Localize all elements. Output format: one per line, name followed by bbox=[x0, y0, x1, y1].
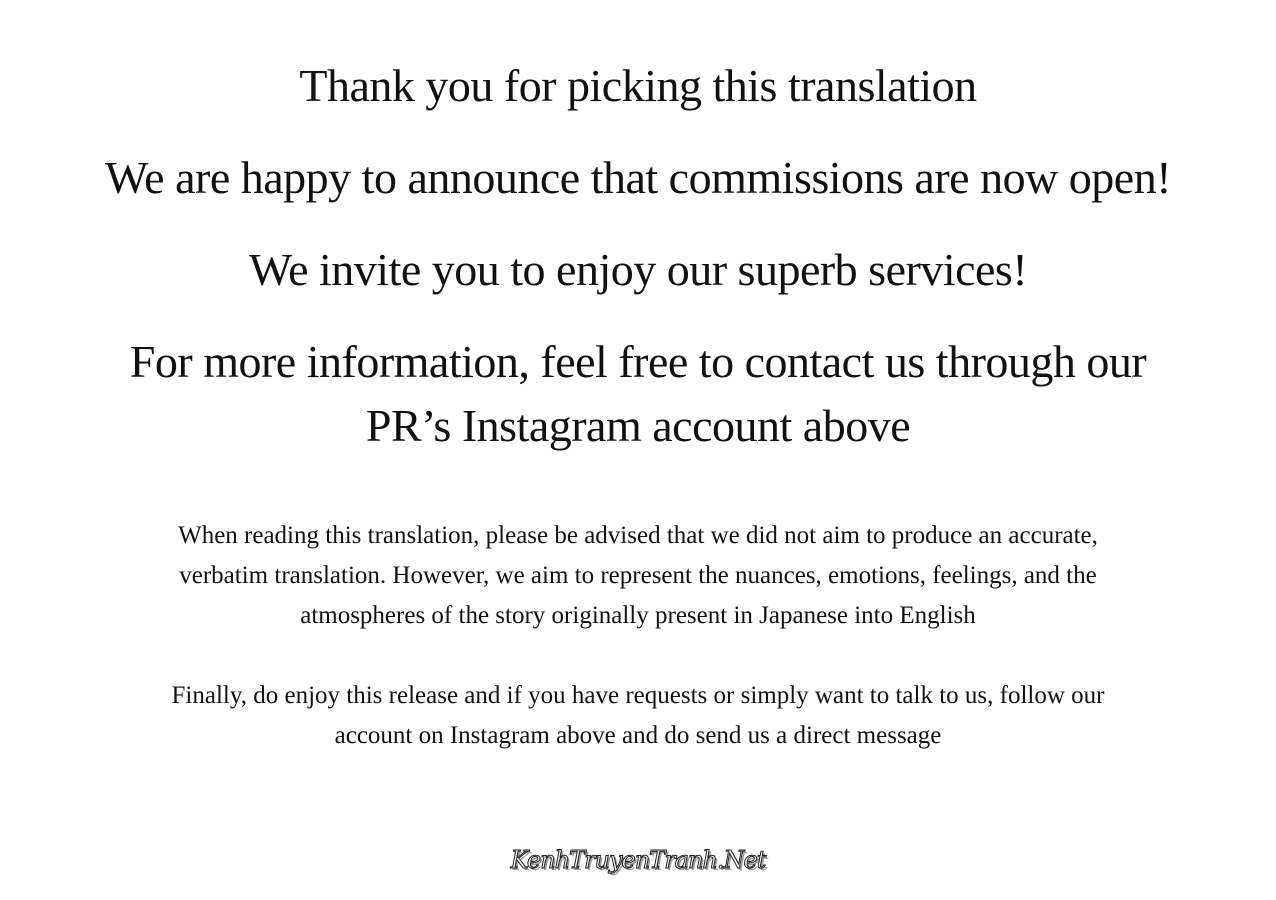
notice-line-2: verbatim translation. However, we aim to represent the nuances, emotions, feelings, and the bbox=[179, 562, 1097, 589]
commissions-announcement: We are happy to announce that commissions are now open! bbox=[104, 152, 1172, 203]
contact-info-line-1: For more information, feel free to contact us through our bbox=[129, 336, 1147, 387]
contact-info-line-2: PR’s Instagram account above bbox=[365, 400, 911, 451]
closing-line-1: Finally, do enjoy this release and if you have requests or simply want to talk to us, follow our bbox=[171, 682, 1105, 709]
notice-line-3: atmospheres of the story originally present in Japanese into English bbox=[300, 602, 976, 629]
closing-line-2: account on Instagram above and do send us a direct message bbox=[334, 722, 942, 749]
thank-you-heading: Thank you for picking this translation bbox=[299, 60, 977, 111]
services-invitation: We invite you to enjoy our superb services! bbox=[248, 244, 1028, 295]
site-watermark: KenhTruyenTranh.Net bbox=[510, 846, 766, 874]
notice-line-1: When reading this translation, please be advised that we did not aim to produce an accurate, bbox=[178, 522, 1098, 549]
